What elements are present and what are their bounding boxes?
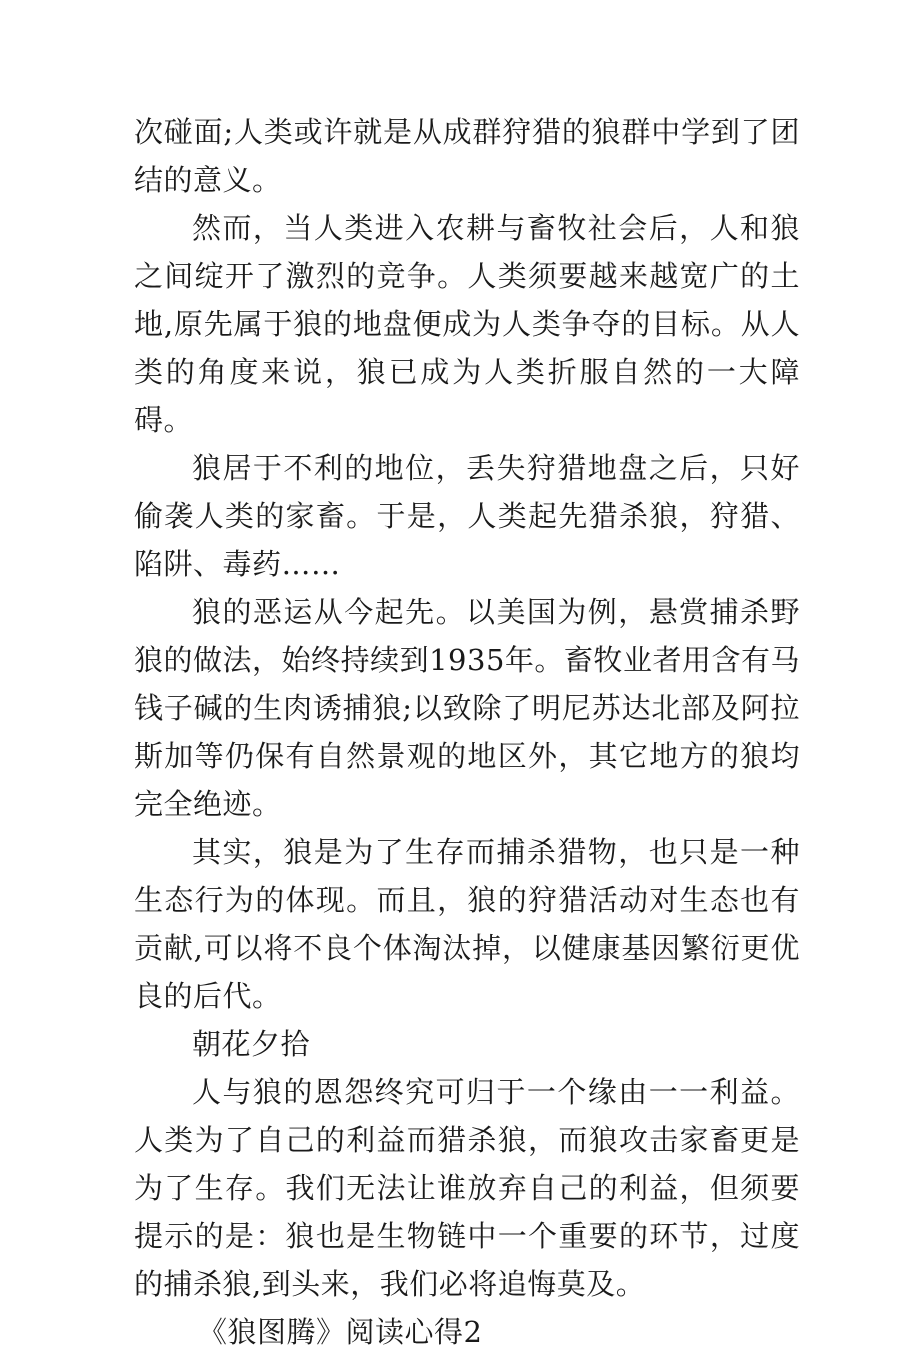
section-label: 朝花夕拾: [192, 1027, 311, 1061]
paragraph: 狼居于不利的地位，丢失狩猎地盘之后，只好偷袭人类的家畜。于是，人类起先猎杀狼，狩猎、陷阱、毒药……: [134, 451, 800, 581]
paragraph: 人与狼的恩怨终究可归于一个缘由一一利益。人类为了自己的利益而猎杀狼，而狼攻击家畜更是为了生存。我们无法让谁放弃自己的利益，但须要提示的是：狼也是生物链中一个重要的环节，过度的捕杀狼,到头来，我们必将追悔莫及。: [134, 1075, 800, 1301]
section-heading: 《狼图腾》阅读心得2: [198, 1315, 483, 1349]
paragraph-continuation: 次碰面;人类或许就是从成群狩猎的狼群中学到了团结的意义。: [134, 115, 800, 197]
paragraph: 狼的恶运从今起先。以美国为例，悬赏捕杀野狼的做法，始终持续到1935年。畜牧业者用含有马钱子碱的生肉诱捕狼;以致除了明尼苏达北部及阿拉斯加等仍保有自然景观的地区外，其它地方的狼均完全绝迹。: [134, 595, 800, 821]
document-body: [134, 108, 800, 1356]
paragraph: 其实，狼是为了生存而捕杀猎物，也只是一种生态行为的体现。而且，狼的狩猎活动对生态也有贡献,可以将不良个体淘汰掉，以健康基因繁衍更优良的后代。: [134, 835, 800, 1013]
paragraph: 然而，当人类进入农耕与畜牧社会后，人和狼之间绽开了激烈的竞争。人类须要越来越宽广的土地,原先属于狼的地盘便成为人类争夺的目标。从人类的角度来说，狼已成为人类折服自然的一大障碍。: [134, 211, 800, 437]
